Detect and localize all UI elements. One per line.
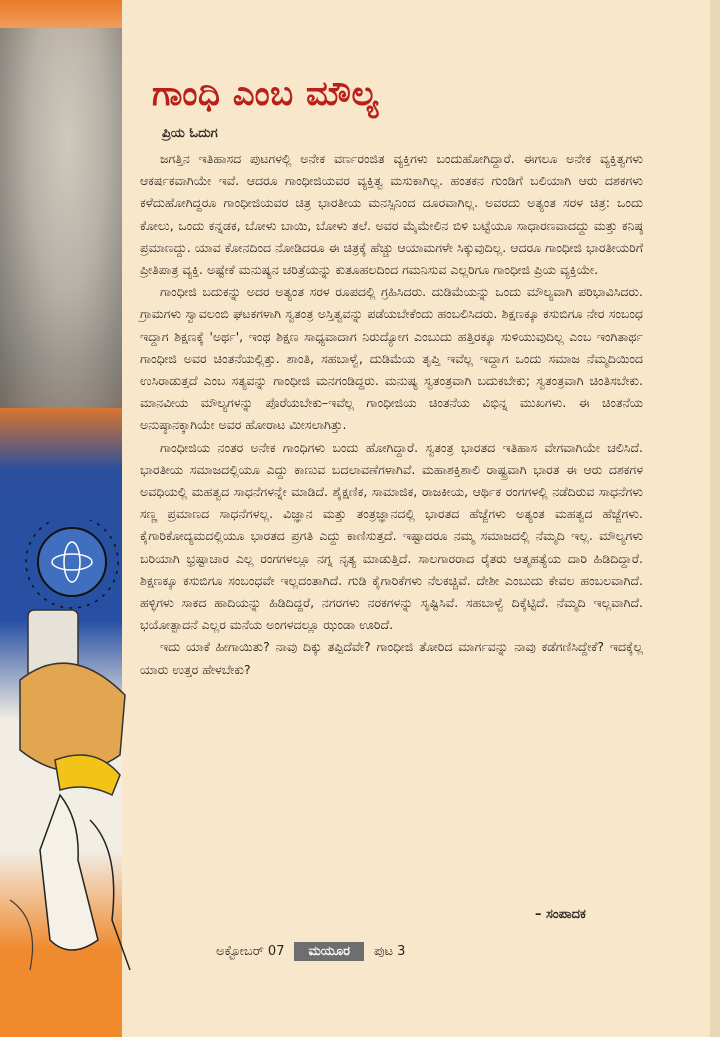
paragraph: ಇದು ಯಾಕೆ ಹೀಗಾಯಿತು? ನಾವು ದಿಕ್ಕು ತಪ್ಪಿದೆವೇ? ಗಾಂಧೀಜಿ ತೋರಿದ ಮಾರ್ಗವನ್ನು ನಾವು ಕಡೆಗಣಿಸಿದ್ದೇಕೆ? ಇದಕ್ಕೆಲ್ಲ ಯಾರು ಉತ್ತರ ಹೇಳಬೇಕು? <box>140 639 643 677</box>
paragraph: ಜಗತ್ತಿನ ಇತಿಹಾಸದ ಪುಟಗಳಲ್ಲಿ ಅನೇಕ ವರ್ಣರಂಜಿತ ವ್ಯಕ್ತಿಗಳು ಬಂದುಹೋಗಿದ್ದಾರೆ. ಈಗಲೂ ಅನೇಕ ವ್ಯಕ್ತಿತ್ವಗಳು ಆಕರ್ಷಕವಾಗಿಯೇ ಇವೆ. ಆದರೂ ಗಾಂಧೀಜಿಯವರ ವ್ಯಕ್ತಿತ್ವ ಮಸುಕಾಗಿಲ್ಲ. ಹಂತಕನ ಗುಂಡಿಗೆ ಬಲಿಯಾಗಿ ಆರು ದಶಕಗಳು ಕಳೆದುಹೋಗಿದ್ದರೂ ಗಾಂಧೀಜಿಯವರ ಚಿತ್ರ ಭಾರತೀಯ ಮನಸ್ಸಿನಿಂದ ದೂರವಾಗಿಲ್ಲ. ಅವರದು ಅತ್ಯಂತ ಸರಳ ಚಿತ್ರ: ಒಂದು ಕೋಲು, ಒಂದು ಕನ್ನಡಕ, ಬೋಳು ಬಾಯಿ, ಬೋಳು ತಲೆ. ಅವರ ಮೈಮೇಲಿನ ಬಿಳಿ ಬಟ್ಟೆಯೂ ಸಾಧಾರಣವಾದದ್ದು ಮತ್ತು ಕನಿಷ್ಠ ಪ್ರಮಾಣದ್ದು. ಯಾವ ಕೋನದಿಂದ ನೋಡಿದರೂ ಈ ಚಿತ್ರಕ್ಕೆ ಹೆಚ್ಚು ಆಯಾಮಗಳೇ ಸಿಕ್ಕುವುದಿಲ್ಲ. ಆದರೂ ಗಾಂಧೀಜಿ ಭಾರತೀಯರಿಗೆ ಪ್ರೀತಿಪಾತ್ರ ವ್ಯಕ್ತಿ. ಅಷ್ಟೇಕೆ ಮನುಷ್ಯನ ಚರಿತ್ರೆಯನ್ನು ಕುತೂಹಲದಿಂದ ಗಮನಿಸುವ ಎಲ್ಲರಿಗೂ ಗಾಂಧೀಜಿ ಪ್ರಿಯ ವ್ಯಕ್ತಿಯೇ. <box>140 151 643 278</box>
decorative-left-panel <box>0 0 122 1037</box>
spinning-wheel-illustration <box>0 520 140 990</box>
salutation: ಪ್ರಿಯ ಓದುಗ <box>162 126 218 141</box>
page-edge <box>710 0 720 1037</box>
article-body <box>140 148 643 681</box>
paragraph: ಗಾಂಧೀಜಿಯ ನಂತರ ಅನೇಕ ಗಾಂಧಿಗಳು ಬಂದು ಹೋಗಿದ್ದಾರೆ. ಸ್ವತಂತ್ರ ಭಾರತದ ಇತಿಹಾಸ ವೇಗವಾಗಿಯೇ ಚಲಿಸಿದೆ. ಭಾರತೀಯ ಸಮಾಜದಲ್ಲಿಯೂ ಎದ್ದು ಕಾಣುವ ಬದಲಾವಣೆಗಳಾಗಿವೆ. ಮಹಾಶಕ್ತಿಶಾಲಿ ರಾಷ್ಟ್ರವಾಗಿ ಭಾರತ ಈ ಆರು ದಶಕಗಳ ಅವಧಿಯಲ್ಲಿ ಮಹತ್ವದ ಸಾಧನೆಗಳನ್ನೇ ಮಾಡಿದೆ. ಶೈಕ್ಷಣಿಕ, ಸಾಮಾಜಿಕ, ರಾಜಕೀಯ, ಆರ್ಥಿಕ ರಂಗಗಳಲ್ಲಿ ನಡೆದಿರುವ ಸಾಧನೆಗಳು ಸಣ್ಣ ಪ್ರಮಾಣದ ಸಾಧನೆಗಳಲ್ಲ. ವಿಜ್ಞಾನ ಮತ್ತು ತಂತ್ರಜ್ಞಾನದಲ್ಲಿ ಭಾರತದ ಹೆಜ್ಜೆಗಳು ಅತ್ಯಂತ ಮಹತ್ವದ ಹೆಜ್ಜೆಗಳು. ಕೈಗಾರಿಕೋದ್ಯಮದಲ್ಲಿಯೂ ಭಾರತದ ಪ್ರಗತಿ ಎದ್ದು ಕಾಣಿಸುತ್ತದೆ. ಇಷ್ಟಾದರೂ ನಮ್ಮ ಸಮಾಜದಲ್ಲಿ ನೆಮ್ಮದಿ ಇಲ್ಲ. ಮೌಲ್ಯಗಳು ಬರಿಯಾಗಿ ಭ್ರಷ್ಟಾಚಾರ ಎಲ್ಲ ರಂಗಗಳಲ್ಲೂ ನಗ್ನ ನೃತ್ಯ ಮಾಡುತ್ತಿದೆ. ಸಾಲಗಾರರಾದ ರೈತರು ಆತ್ಮಹತ್ಯೆಯ ದಾರಿ ಹಿಡಿದಿದ್ದಾರೆ. ಶಿಕ್ಷಣಕ್ಕೂ ಕಸುಬಿಗೂ ಸಂಬಂಧವೇ ಇಲ್ಲದಂತಾಗಿದೆ. ಗುಡಿ ಕೈಗಾರಿಕೆಗಳು ನೆಲಕಚ್ಚಿವೆ. ದೇಶೀ ಎಂಬುದು ಕೇವಲ ಹಂಬಲವಾಗಿದೆ. ಹಳ್ಳಿಗಳು ಸಾಕದ ಹಾದಿಯನ್ನು ಹಿಡಿದಿದ್ದರೆ, ನಗರಗಳು ನರಕಗಳನ್ನು ಸೃಷ್ಟಿಸಿವೆ. ಸಹಬಾಳ್ವೆ ದಿಕ್ಕೆಟ್ಟಿದೆ. ನೆಮ್ಮದಿ ಇಲ್ಲವಾಗಿದೆ. ಭಯೋತ್ಪಾದನೆ ಎಲ್ಲರ ಮನೆಯ ಅಂಗಳದಲ್ಲೂ ಝಂಡಾ ಊರಿದೆ. <box>140 439 643 633</box>
issue-month: ಅಕ್ಟೋಬರ್ 07 <box>216 943 285 959</box>
gandhi-portrait-image <box>0 28 122 408</box>
magazine-name: ಮಯೂರ <box>294 942 363 961</box>
paragraph: ಗಾಂಧೀಜಿ ಬದುಕನ್ನು ಅದರ ಅತ್ಯಂತ ಸರಳ ರೂಪದಲ್ಲಿ ಗ್ರಹಿಸಿದರು. ದುಡಿಮೆಯನ್ನು ಒಂದು ಮೌಲ್ಯವಾಗಿ ಪರಿಭಾವಿಸಿದರು. ಗ್ರಾಮಗಳು ಸ್ವಾವಲಂಬಿ ಘಟಕಗಳಾಗಿ ಸ್ವತಂತ್ರ ಅಸ್ತಿತ್ವವನ್ನು ಪಡೆಯಬೇಕೆಂದು ಹಂಬಲಿಸಿದರು. ಶಿಕ್ಷಣಕ್ಕೂ ಕಸುಬಿಗೂ ನೇರ ಸಂಬಂಧ ಇದ್ದಾಗ ಶಿಕ್ಷಣಕ್ಕೆ 'ಅರ್ಥ', ಇಂಥ ಶಿಕ್ಷಣ ಸಾಧ್ಯವಾದಾಗ ನಿರುದ್ಯೋಗ ಎಂಬುದು ಹತ್ತಿರಕ್ಕೂ ಸುಳಿಯುವುದಿಲ್ಲ ಎಂಬ ಇಂಗಿತಾರ್ಥ ಗಾಂಧೀಜಿ ಅವರ ಚಿಂತನೆಯಲ್ಲಿತ್ತು. ಶಾಂತಿ, ಸಹಬಾಳ್ವೆ, ದುಡಿಮೆಯ ತೃಪ್ತಿ ಇವೆಲ್ಲ ಇದ್ದಾಗ ಒಂದು ಸಮಾಜ ನೆಮ್ಮದಿಯಿಂದ ಉಸಿರಾಡುತ್ತದೆ ಎಂಬ ಸತ್ಯವನ್ನು ಗಾಂಧೀಜಿ ಮನಗಂಡಿದ್ದರು. ಮನುಷ್ಯ ಸ್ವತಂತ್ರವಾಗಿ ಬದುಕಬೇಕು; ಸ್ವತಂತ್ರವಾಗಿ ಚಿಂತಿಸಬೇಕು. ಮಾನವೀಯ ಮೌಲ್ಯಗಳನ್ನು ಪೊರೆಯಬೇಕು–ಇವೆಲ್ಲ ಗಾಂಧೀಜಿಯ ಚಿಂತನೆಯ ವಿಭಿನ್ನ ಮುಖಗಳು. ಈ ಚಿಂತನೆಯ ಅನುಷ್ಠಾನಕ್ಕಾಗಿಯೇ ಅವರ ಹೋರಾಟ ಮೀಸಲಾಗಿತ್ತು. <box>140 284 643 433</box>
article-title: ಗಾಂಧಿ ಎಂಬ ಮೌಲ್ಯ <box>152 74 379 114</box>
page-footer <box>216 938 405 964</box>
editor-signature: – ಸಂಪಾದಕ <box>535 907 586 922</box>
page-number: ಪುಟ 3 <box>373 943 406 959</box>
